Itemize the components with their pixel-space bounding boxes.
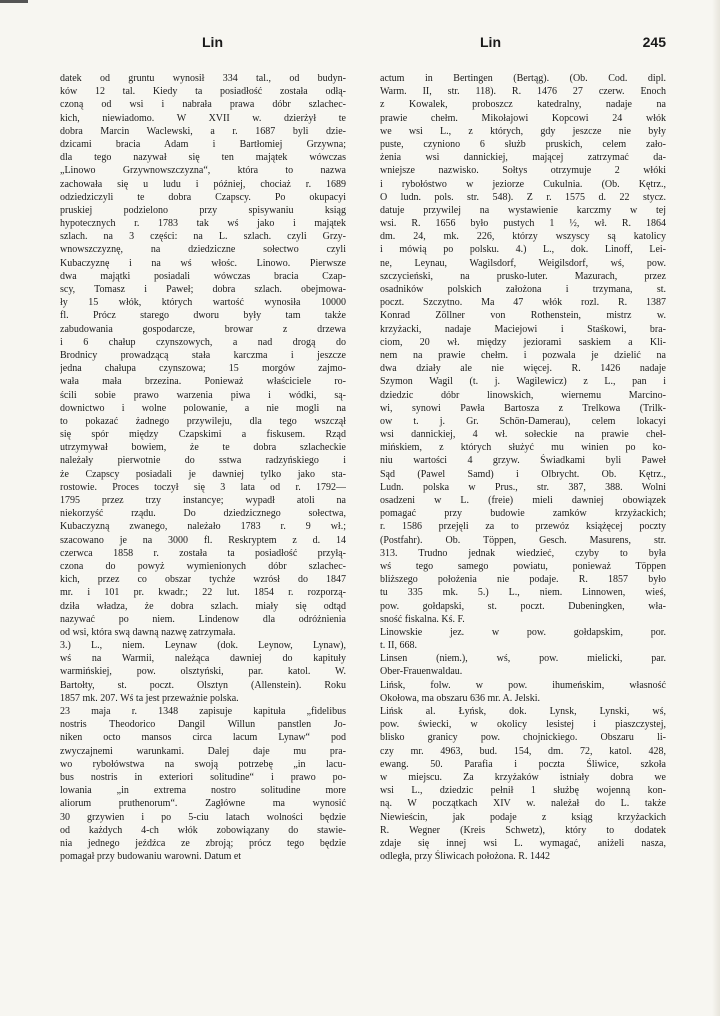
text-line: Linowskie jez. w pow. gołdapskim, por. — [380, 626, 666, 638]
text-line: zabudowania gospodarcze, browar z drzewa — [60, 323, 346, 335]
text-line: pomagać przy budowie zamków krzyżackich; — [380, 508, 666, 520]
text-line: hypotecznych r. 1783 tak wś jako i majątek — [60, 218, 346, 230]
text-line: Kubaczyznę i na wś włośc. Linowo. Pierwsze — [60, 257, 346, 269]
text-line: zwyczajnemi warunkami. Dalej daje mu pra- — [60, 745, 346, 757]
text-line: Sąd (Pawel Samd) i Olbrycht. Ob. Kętrz., — [380, 468, 666, 480]
text-line: Okołowa, ma obszaru 636 mr. A. Jelski. — [380, 692, 540, 704]
text-line: pow. świecki, w okolicy lesistej i piaszczystej, — [380, 719, 666, 731]
text-line: bus nostris in exteriori solitudine“ i prawo po- — [60, 771, 346, 783]
text-line: sność fiskalna. Kś. F. — [380, 613, 465, 625]
text-line: warmińskiej, pow. olsztyński, par. katol. W. — [60, 666, 346, 678]
right-column — [380, 72, 666, 863]
text-line: odziedziczyli te dobra Czapscy. Po okupacyi — [60, 191, 346, 203]
text-line: czerwca 1858 r. została ta posiadłość przyłą- — [60, 547, 346, 559]
text-line: dla tego nazywał się ten majątek wówczas — [60, 152, 346, 164]
text-line: wsi dannickiej, 4 wł. sołeckie na prawie cheł- — [380, 429, 666, 441]
text-line: ków 12 tal. Kiedy ta posiadłość została odłą- — [60, 86, 346, 98]
text-line: „Linowo Grzywnowszczyzna“, która to nazwa — [60, 165, 346, 177]
text-line: scy, Tomasz i Paweł; dobra szlach. obejmowa- — [60, 284, 346, 295]
text-line: zachowała się u ludu i później, chociaż r. 1689 — [60, 178, 346, 190]
running-header — [60, 34, 666, 56]
text-line: pruskiej podzielono przy spisywaniu ksiąg — [60, 204, 346, 216]
text-line: Lińsk, folw. w pow. ihumeńskim, własność — [380, 679, 666, 691]
text-line: datek od gruntu wynosił 334 tal., od budyn- — [60, 73, 346, 84]
text-line: szacowano je na 3000 fl. Reskryptem z d. 14 — [60, 534, 346, 546]
text-line: dwa majątki posiadali wówczas bracia Czap- — [60, 270, 346, 282]
text-line: 313. Trudno jednak wiedzieć, czyby to była — [380, 547, 666, 559]
text-line: to pokazać żadnego przywileju, dla tego wszczął — [60, 415, 346, 427]
text-line: ow t. j. Gr. Schön-Damerau), celem lokacyi — [380, 415, 666, 427]
header-left-word: Lin — [202, 34, 223, 50]
text-line: wi, synowi Pawła Bartosza z Trelkowa (Trilk- — [380, 402, 666, 414]
text-line: nazywać po niem. Lindenow dla odróżnienia — [60, 613, 346, 625]
text-line: zdaje się innej wsi L. wymagać, aniżeli nasza, — [380, 837, 666, 849]
text-line: Lińsk al. Łyńsk, dok. Lynsk, Lynski, wś, — [380, 706, 666, 717]
text-line: poczt. Szczytno. Ma 47 włók rozl. R. 1387 — [380, 297, 666, 309]
text-line: dzicami bracia Adam i Bartłomiej Grzywna; — [60, 138, 346, 150]
text-line: Brodnicy prowadzącą stała karczma i jeszcze — [60, 349, 346, 361]
text-line: Warm. II, str. 118). R. 1476 27 czerw. Enoch — [380, 86, 666, 98]
text-line: dwa działy ale nie więcej. R. 1426 nadaje — [380, 363, 666, 375]
text-line: ścili sobie prawo warzenia piwa i wódki, są- — [60, 389, 346, 401]
text-line: mińskiem, z których służyć mu winien po ko- — [380, 442, 666, 454]
text-line: dziła władza, że dobra szlach. miały się odtąd — [60, 600, 346, 612]
text-line: Linsen (niem.), wś, pow. mielicki, par. — [380, 653, 666, 665]
text-line: wsi. R. 1656 było pustych 1 ½, wł. R. 1864 — [380, 218, 666, 230]
text-line: czoną od wsi i nabrała prawa dóbr szlachec- — [60, 99, 346, 111]
text-line: że Czapscy posiadali je dawniej tylko jako sta- — [60, 468, 346, 480]
left-column — [60, 72, 346, 863]
text-line: O ludn. pols. str. 548). Z r. 1575 d. 22 stycz. — [380, 191, 666, 203]
text-line: czona do powyż wymienionych dóbr szlachec- — [60, 560, 346, 572]
text-line: ne, Leynau, Wagilsdorf, Weigilsdorf, wś, pow. — [380, 257, 666, 269]
text-line: czy mr. 4963, bud. 154, dm. 72, katol. 428, — [380, 745, 666, 757]
text-line: wś na Warmii, należąca dawniej do kapituły — [60, 653, 346, 665]
text-line: Niewieścin, jak podaje z ksiąg krzyżackich — [380, 811, 666, 823]
text-line: Kubaczyzną zwanego, należało 1783 r. 9 wł.; — [60, 521, 346, 533]
text-line: szlach. na 3 części: na L. szlach. czyli Grzy- — [60, 231, 346, 243]
text-line: niekorzyść rządu. Do dziedzicznego sołectwa, — [60, 508, 346, 520]
text-line: downictwo i wolne polowanie, a nie mogli na — [60, 402, 346, 414]
text-line: fl. Prócz starego dworu były tam także — [60, 310, 346, 322]
text-line: datuje przywilej na wystawienie karczmy w tej — [380, 204, 666, 216]
text-line: nia jednego jeźdźca ze zbroją; prócz tego będzie — [60, 837, 346, 849]
text-line: się spór między Czapskimi a fiskusem. Rząd — [60, 429, 346, 441]
text-line: osadników polskich założona i trzymana, st. — [380, 284, 666, 295]
text-line: kich, przez co obszar tychże wzrósł do 1847 — [60, 574, 346, 586]
text-line: 23 maja r. 1348 zapisuje kapituła „fidelibus — [60, 706, 346, 717]
text-line: ną. W początkach XIV w. należał do L. także — [380, 798, 666, 810]
text-line: Bartołty, st. poczt. Olsztyn (Allenstein). Roku — [60, 679, 346, 691]
text-line: krzyżacki, nadaje Maciejowi i Staśkowi, bra- — [380, 323, 666, 335]
text-line: od każdych 4-ch włók zobowiązany do stawie- — [60, 824, 346, 836]
text-line: nostris Theodorico Dangil Willun panstlen Jo- — [60, 719, 346, 731]
text-line: i 6 chałup czynszowych, a nad drogą do — [60, 336, 346, 348]
text-line: puste, czyniono 6 służb pruskich, celem zało- — [380, 138, 666, 150]
text-line: rostowie. Proces toczył się 3 lata od r. 1792— — [60, 481, 346, 493]
text-line: ciom, 20 wł. między jeziorami saskiem a Kli- — [380, 336, 666, 348]
text-line: żenia wsi dannickiej, mającej zatrzymać da- — [380, 152, 666, 164]
text-line: jedna chałupa czynszowa; 15 morgów zajmo- — [60, 363, 346, 375]
text-line: ły 15 włók, których wartość wynosiła 10000 — [60, 297, 346, 309]
text-line: utrzymywał bowiem, że te dobra szlacheckie — [60, 442, 346, 454]
text-line: i rybołóstwo w jeziorze Cukulnia. (Ob. Kętrz., — [380, 178, 666, 190]
text-line: kich, niewiadomo. W XVII w. dzierżył te — [60, 112, 346, 124]
text-line: wsi L., dziedzic pełnił 1 służbę wojenną kon- — [380, 785, 666, 797]
text-line: od wsi, która swą dawną nazwę zatrzymała. — [60, 626, 236, 638]
text-line: 1857 mk. 207. Wś ta jest przeważnie polska. — [60, 692, 239, 704]
text-line: 30 grzywien i po 5-ciu latach wolności będzie — [60, 811, 346, 823]
text-line: wo rybołówstwa na swoją potrzebę „in lacu- — [60, 758, 346, 770]
text-line: t. II, 668. — [380, 640, 417, 652]
text-line: lowania „in extrema nostro solitudine more — [60, 785, 346, 797]
text-line: 3.) L., niem. Leynaw (dok. Leynow, Lynaw), — [60, 640, 346, 652]
text-line: R. Wegner (Kreis Schwetz), który to dodatek — [380, 824, 666, 836]
text-line: ewang. 50. Parafia i poczta Śliwice, szkoła — [380, 758, 666, 770]
text-line: i mówią po polsku. 4.) L., dok. Linoff, Lei- — [380, 244, 666, 256]
text-line: tu 335 mk. 5.) L., niem. Linnowen, wieś, — [380, 587, 666, 599]
text-line: pomagał przy budowaniu warowni. Datum et — [60, 851, 242, 863]
text-line: bliższego położenia nie podaje. R. 1857 było — [380, 574, 666, 586]
text-line: pow. gołdapski, st. poczt. Dubeningken, wła- — [380, 600, 666, 612]
header-right-word: Lin — [480, 34, 501, 50]
page-number: 245 — [642, 34, 666, 50]
text-line: wała mała brzezina. Ponieważ właściciele ro- — [60, 376, 346, 388]
text-line: (Postfahr). Ob. Töppen, Gesch. Masurens, str. — [380, 534, 666, 546]
text-line: dziedzic dóbr linowskich, wiernemu Marcino- — [380, 389, 666, 401]
text-line: 1795 przez trzy instancye; wypadł atoli na — [60, 495, 346, 506]
text-line: Szymon Wagil (t. j. Wagilewicz) z L., pan i — [380, 376, 666, 388]
text-line: mr. i 101 pr. kwadr.; 22 lut. 1854 r. rozporzą- — [60, 587, 346, 599]
text-line: osadzeni w L. (freie) mieli dawniej obowiązek — [380, 495, 666, 506]
text-line: aliorum pruthenorum“. Zagłówne ma wynosić — [60, 798, 346, 810]
text-line: Konrad Zöllner von Rothenstein, mistrz w. — [380, 310, 666, 322]
text-line: z Kowalek, proboszcz katedralny, nadaje na — [380, 99, 666, 111]
text-line: Ober-Frauenwaldau. — [380, 666, 463, 678]
text-line: dobra Marcin Waclewski, a r. 1687 byli dzie- — [60, 125, 346, 137]
text-line: Ludn. polska w Prus., str. 387, 388. Wolni — [380, 481, 666, 493]
text-line: blisko granicy pow. chojnickiego. Obszaru li- — [380, 732, 666, 744]
text-line: wniejsze nazwisko. Sołtys otrzymuje 2 włóki — [380, 165, 666, 177]
text-line: niken octo mansos circa lacum Lynaw“ pod — [60, 732, 346, 744]
text-line: w miejscu. Za krzyżaków istniały dobra we — [380, 771, 666, 783]
text-line: odległa, przy Śliwicach położona. R. 1442 — [380, 851, 550, 863]
text-line: należały pierwotnie do sstwa radzyńskiego i — [60, 455, 346, 467]
text-line: actum in Bertingen (Bertąg). (Ob. Cod. dipl. — [380, 73, 666, 84]
scan-edge-mark — [0, 0, 28, 3]
text-line: nem na prawie chełm. i pozwala je dzielić na — [380, 349, 666, 361]
text-line: r. 1586 przejęli za to przewóz książęcej poczty — [380, 521, 666, 533]
text-line: szczycieński, na prusko-luter. Mazurach, przez — [380, 270, 666, 282]
page-edge-shadow — [712, 0, 720, 1016]
text-line: niu wartości 4 grzyw. Świadkami byli Paweł — [380, 455, 666, 467]
text-line: we wsi L., z których, gdy jeszcze nie były — [380, 125, 666, 137]
text-line: wnowszczyznę, na dziedziczne sołectwo czyli — [60, 244, 346, 256]
text-line: prawie chełm. Mikołajowi Kopcowi 24 włók — [380, 112, 666, 124]
text-line: wś tego samego powiatu, ponieważ Töppen — [380, 560, 666, 572]
text-line: dm. 24, mk. 226, którzy wszyscy są katolicy — [380, 231, 666, 243]
